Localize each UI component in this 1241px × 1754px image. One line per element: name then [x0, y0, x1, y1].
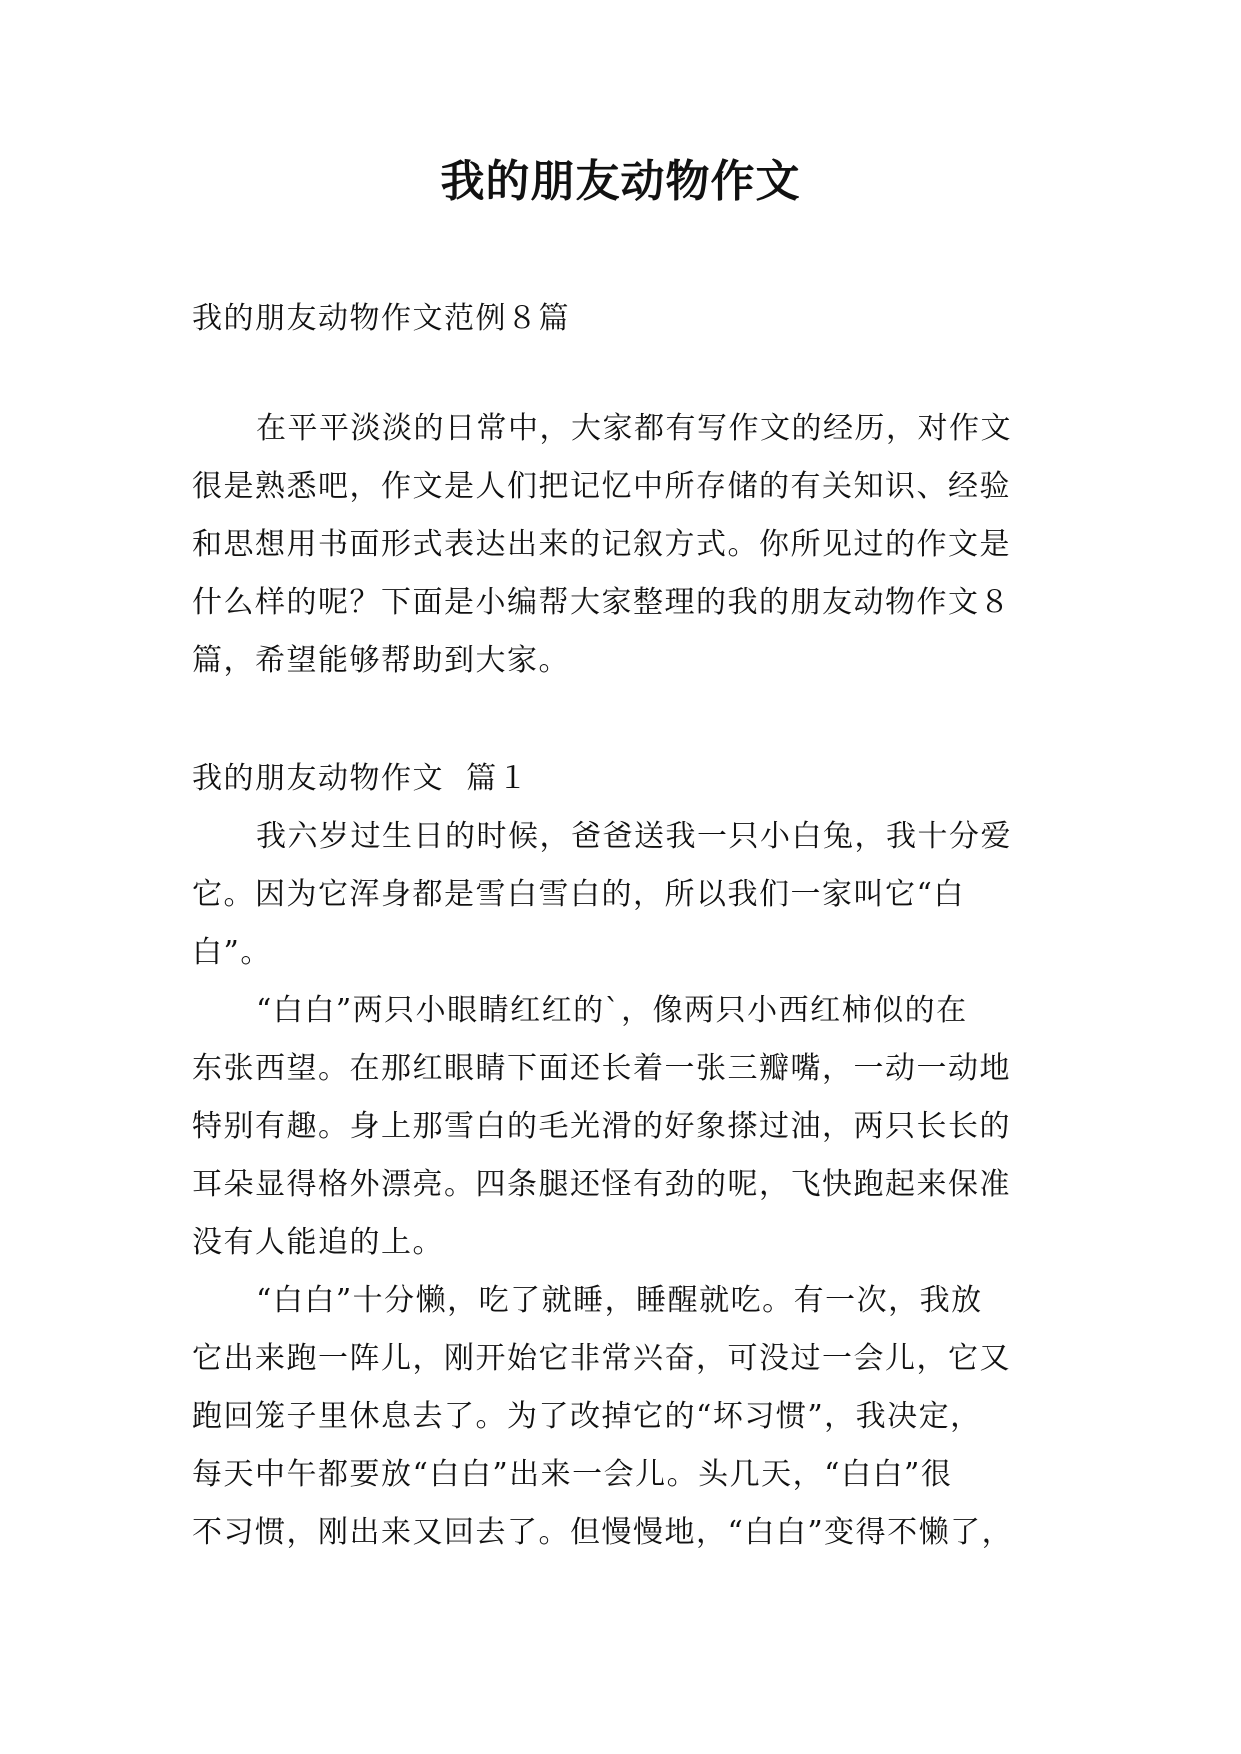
body-paragraph-1: [192, 808, 1062, 982]
intro-line: 和思想用书面形式表达出来的记叙方式。你所见过的作文是: [192, 527, 1011, 562]
body-paragraph-3: [192, 1272, 1062, 1562]
paragraph-line: 东张西望。在那红眼睛下面还长着一张三瓣嘴，一动一动地: [192, 1051, 1011, 1086]
intro-line: 在平平淡淡的日常中，大家都有写作文的经历，对作文: [256, 411, 1012, 446]
paragraph-line: “白白”十分懒，吃了就睡，睡醒就吃。有一次，我放: [256, 1283, 983, 1318]
paragraph-line: 不习惯，刚出来又回去了。但慢慢地，“白白”变得不懒了，: [192, 1515, 1014, 1550]
subtitle-text: 我的朋友动物作文范例８篇: [192, 301, 570, 336]
paragraph-line: 每天中午都要放“白白”出来一会儿。头几天，“白白”很: [192, 1457, 953, 1492]
document-subtitle: [192, 290, 1062, 348]
intro-line: 很是熟悉吧，作文是人们把记忆中所存储的有关知识、经验: [192, 469, 1011, 504]
section-heading-text: 我的朋友动物作文 篇１: [192, 761, 530, 796]
document-title: 我的朋友动物作文: [440, 156, 801, 207]
paragraph-line: 白”。: [192, 935, 272, 970]
intro-line: 篇，希望能够帮助到大家。: [192, 643, 570, 678]
paragraph-line: 没有人能追的上。: [192, 1225, 444, 1260]
paragraph-line: 我六岁过生日的时候，爸爸送我一只小白兔，我十分爱: [256, 819, 1012, 854]
paragraph-line: 耳朵显得格外漂亮。四条腿还怪有劲的呢，飞快跑起来保准: [192, 1167, 1011, 1202]
intro-paragraph: [192, 400, 1062, 690]
paragraph-line: 特别有趣。身上那雪白的毛光滑的好象搽过油，两只长长的: [192, 1109, 1011, 1144]
intro-line: 什么样的呢？下面是小编帮大家整理的我的朋友动物作文８: [192, 585, 1011, 620]
paragraph-line: 它。因为它浑身都是雪白雪白的，所以我们一家叫它“白: [192, 877, 965, 912]
paragraph-line: 它出来跑一阵儿，刚开始它非常兴奋，可没过一会儿，它又: [192, 1341, 1011, 1376]
paragraph-line: 跑回笼子里休息去了。为了改掉它的“坏习惯”，我决定，: [192, 1399, 982, 1434]
body-paragraph-2: [192, 982, 1062, 1272]
paragraph-line: “白白”两只小眼睛红红的`，像两只小西红柿似的在: [256, 993, 968, 1028]
section-heading: [192, 750, 1062, 808]
